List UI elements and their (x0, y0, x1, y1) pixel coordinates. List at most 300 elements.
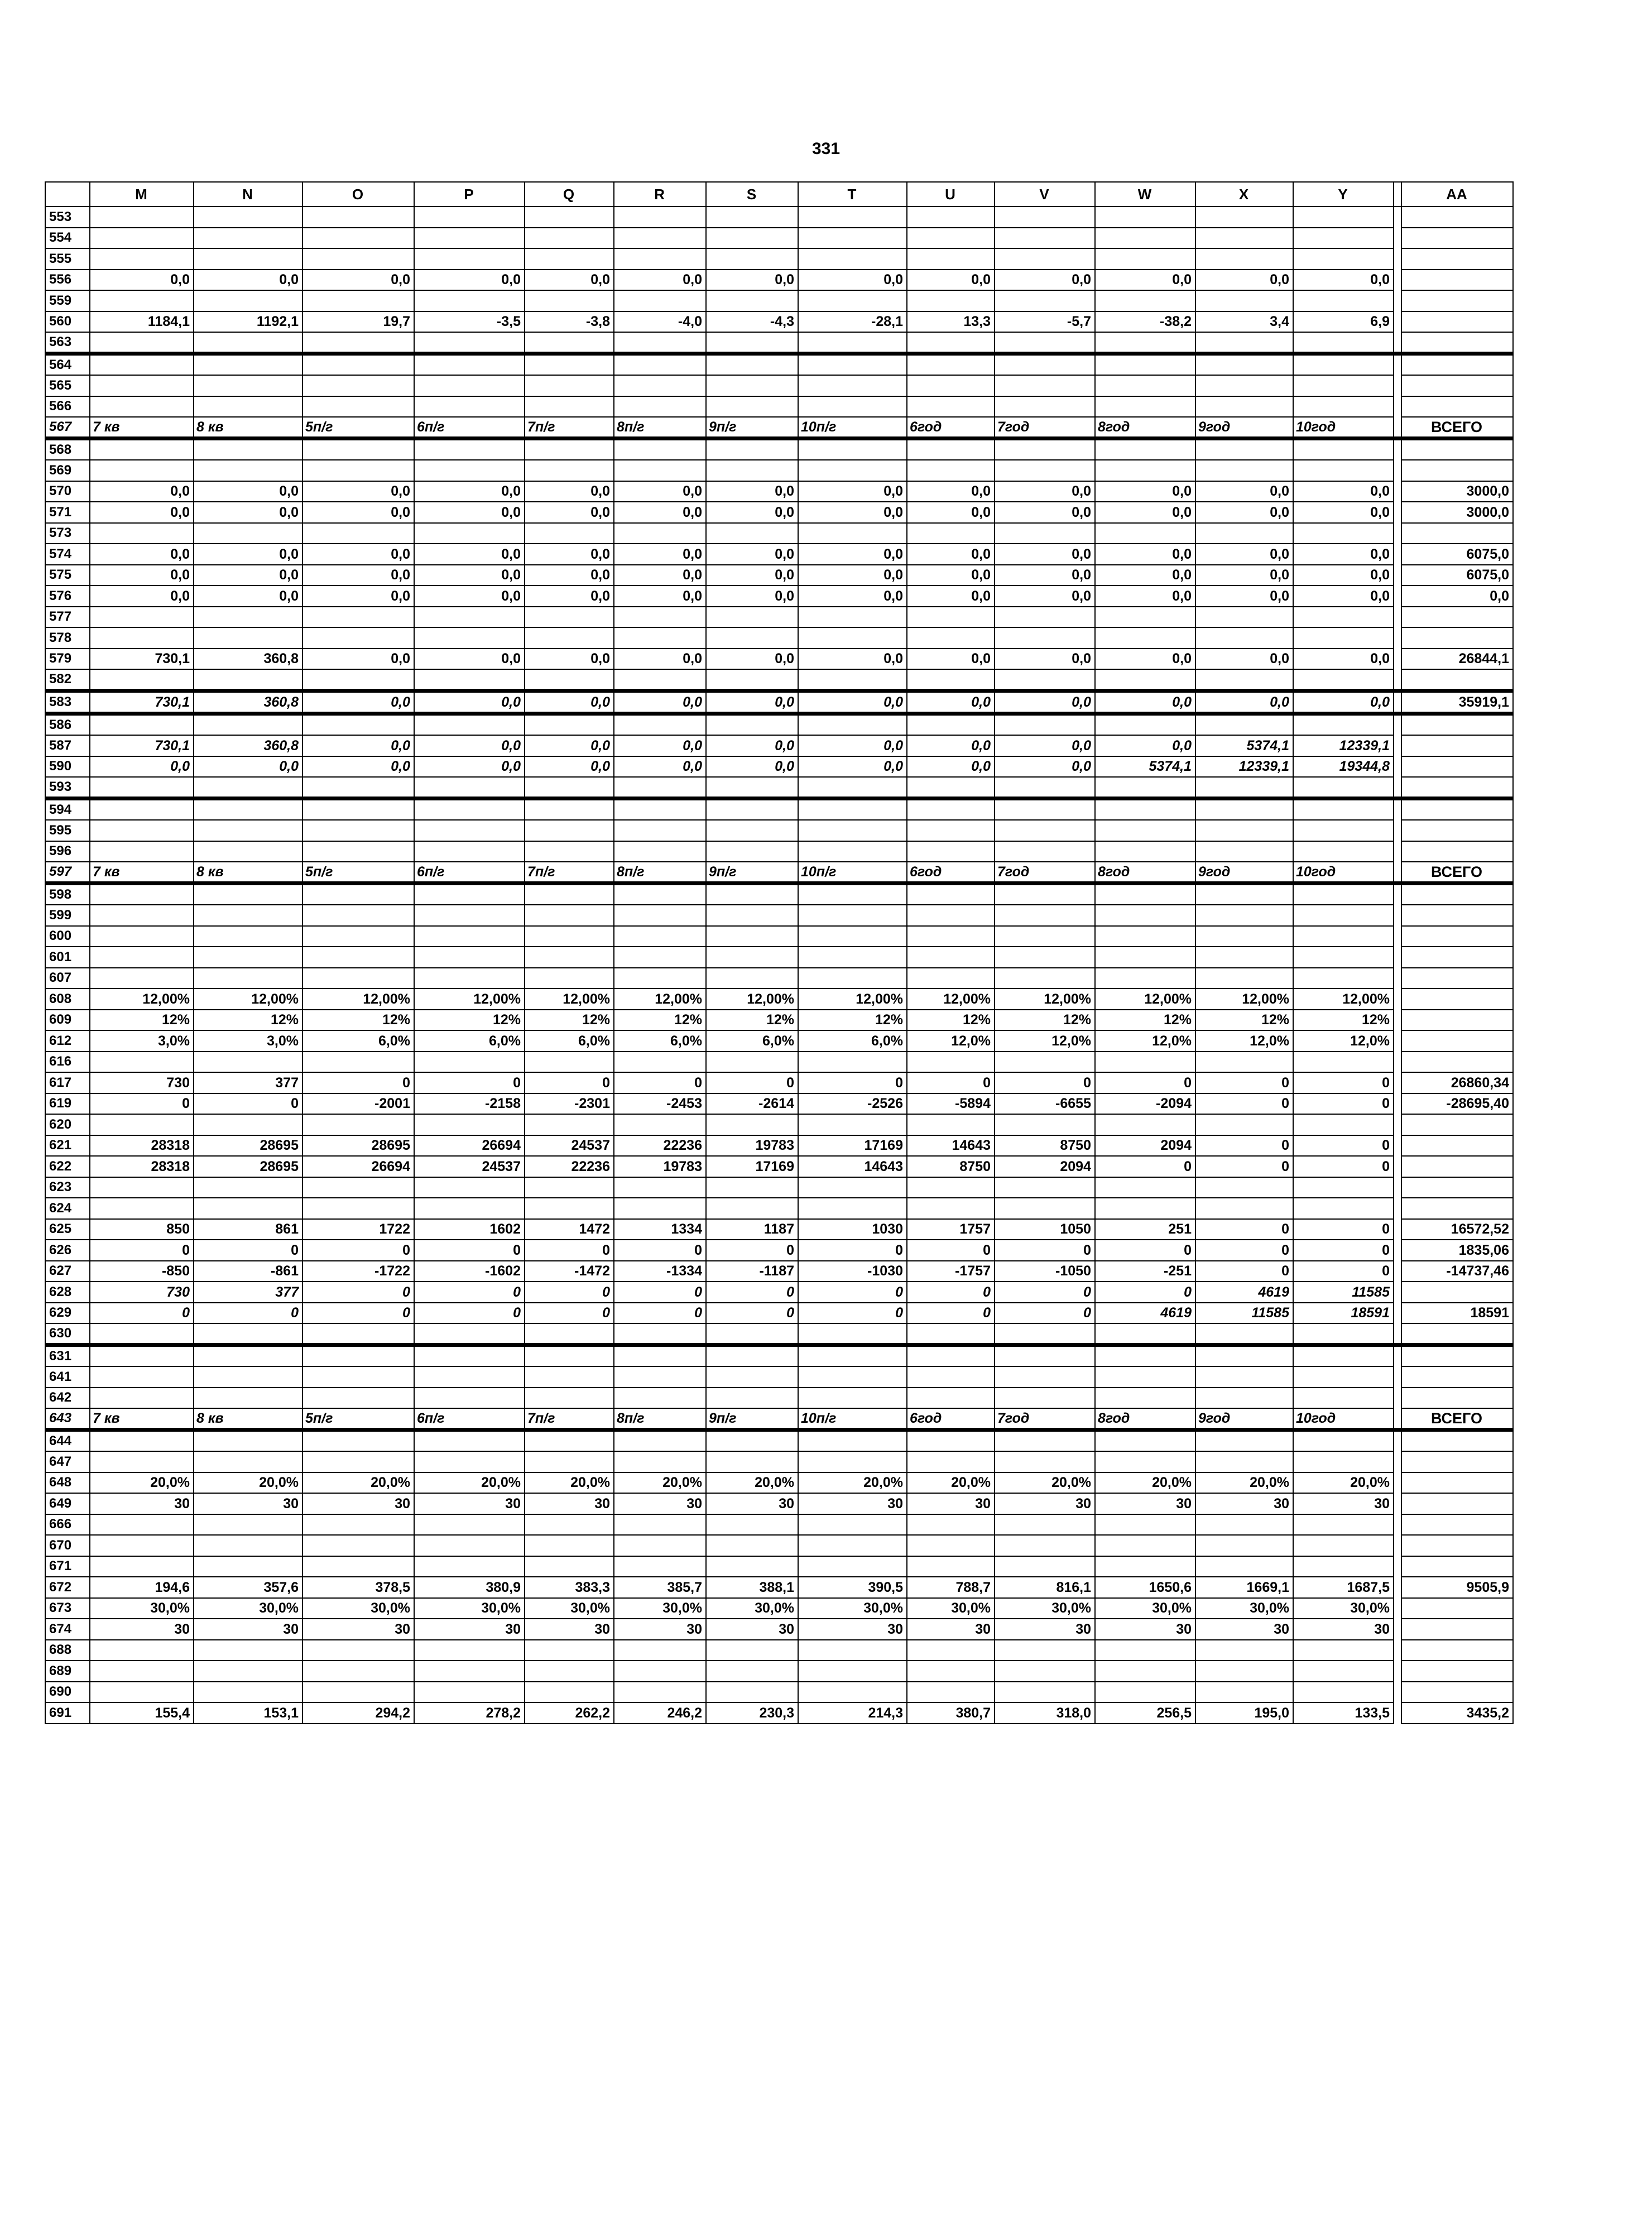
table-cell[interactable]: 0,0 (90, 756, 194, 778)
table-cell[interactable] (414, 1535, 525, 1556)
table-cell[interactable] (194, 1052, 302, 1073)
table-cell[interactable] (706, 947, 798, 968)
table-cell[interactable] (194, 607, 302, 628)
table-cell[interactable]: 0,0 (1293, 691, 1394, 714)
table-cell[interactable]: 12,0% (907, 1030, 995, 1052)
table-cell[interactable] (1293, 1052, 1394, 1073)
table-cell[interactable]: 14643 (907, 1135, 995, 1157)
table-cell[interactable] (614, 1345, 706, 1367)
table-cell[interactable]: 12,00% (798, 989, 907, 1010)
table-cell[interactable]: 20,0% (995, 1472, 1095, 1494)
table-cell[interactable]: 0,0 (614, 270, 706, 291)
table-cell[interactable]: 0,0 (706, 691, 798, 714)
table-cell[interactable] (1095, 1114, 1195, 1135)
total-cell[interactable] (1401, 1345, 1513, 1367)
table-cell[interactable] (1095, 1556, 1195, 1577)
table-cell[interactable] (1293, 396, 1394, 418)
table-cell[interactable]: 0,0 (1095, 270, 1195, 291)
table-cell[interactable] (907, 354, 995, 376)
table-cell[interactable] (194, 523, 302, 544)
table-cell[interactable] (525, 1451, 614, 1472)
table-cell[interactable] (525, 248, 614, 270)
row-number[interactable]: 578 (45, 627, 90, 649)
table-cell[interactable] (414, 799, 525, 821)
column-header[interactable]: W (1095, 182, 1195, 207)
table-cell[interactable]: 0,0 (302, 544, 414, 565)
table-cell[interactable] (90, 968, 194, 989)
table-cell[interactable] (90, 926, 194, 947)
table-cell[interactable]: 0 (1195, 1261, 1293, 1282)
table-cell[interactable] (798, 714, 907, 736)
table-cell[interactable]: 17169 (798, 1135, 907, 1157)
table-cell[interactable] (1293, 332, 1394, 354)
table-cell[interactable]: 0,0 (907, 565, 995, 586)
table-cell[interactable]: 0,0 (995, 691, 1095, 714)
table-cell[interactable]: 17169 (706, 1156, 798, 1177)
row-number[interactable]: 620 (45, 1114, 90, 1135)
table-cell[interactable] (1293, 1682, 1394, 1703)
table-cell[interactable] (798, 1640, 907, 1661)
table-cell[interactable]: 28695 (194, 1156, 302, 1177)
table-cell[interactable] (194, 1345, 302, 1367)
table-cell[interactable] (614, 669, 706, 691)
table-cell[interactable]: 5п/г (302, 417, 414, 439)
total-cell[interactable] (1401, 1430, 1513, 1452)
table-cell[interactable] (414, 396, 525, 418)
row-number[interactable]: 625 (45, 1219, 90, 1240)
table-cell[interactable]: 153,1 (194, 1702, 302, 1724)
table-cell[interactable]: 0,0 (706, 565, 798, 586)
table-cell[interactable] (706, 1323, 798, 1345)
table-cell[interactable]: 256,5 (1095, 1702, 1195, 1724)
table-cell[interactable]: 30 (194, 1619, 302, 1640)
table-cell[interactable]: 12% (525, 1010, 614, 1031)
row-number[interactable]: 688 (45, 1640, 90, 1661)
table-cell[interactable] (706, 1556, 798, 1577)
table-cell[interactable] (194, 290, 302, 311)
table-cell[interactable]: -2526 (798, 1093, 907, 1115)
table-cell[interactable] (907, 439, 995, 460)
table-cell[interactable]: 8п/г (614, 417, 706, 439)
table-cell[interactable] (194, 439, 302, 460)
total-cell[interactable] (1401, 756, 1513, 778)
table-cell[interactable] (907, 460, 995, 481)
total-cell[interactable]: 9505,9 (1401, 1577, 1513, 1598)
row-number[interactable]: 596 (45, 841, 90, 862)
total-cell[interactable] (1401, 1323, 1513, 1345)
column-header[interactable]: N (194, 182, 302, 207)
table-cell[interactable] (706, 820, 798, 841)
table-cell[interactable]: -1187 (706, 1261, 798, 1282)
table-cell[interactable]: 8год (1095, 862, 1195, 884)
table-cell[interactable]: 0,0 (414, 544, 525, 565)
table-cell[interactable]: 0 (907, 1282, 995, 1303)
table-cell[interactable] (1095, 1535, 1195, 1556)
table-cell[interactable] (907, 1430, 995, 1452)
table-cell[interactable]: 194,6 (90, 1577, 194, 1598)
table-cell[interactable]: 0 (798, 1282, 907, 1303)
table-cell[interactable] (1095, 1682, 1195, 1703)
column-header[interactable]: R (614, 182, 706, 207)
table-cell[interactable]: 6,0% (706, 1030, 798, 1052)
table-cell[interactable] (706, 905, 798, 926)
table-cell[interactable] (525, 1661, 614, 1682)
table-cell[interactable]: 0,0 (1293, 649, 1394, 670)
table-cell[interactable] (302, 627, 414, 649)
table-cell[interactable] (302, 607, 414, 628)
table-cell[interactable]: 294,2 (302, 1702, 414, 1724)
table-cell[interactable] (525, 1430, 614, 1452)
table-cell[interactable] (1195, 1514, 1293, 1536)
table-cell[interactable]: 10п/г (798, 862, 907, 884)
table-cell[interactable] (1293, 1323, 1394, 1345)
table-cell[interactable] (302, 905, 414, 926)
table-cell[interactable] (614, 820, 706, 841)
table-cell[interactable]: 11585 (1293, 1282, 1394, 1303)
table-cell[interactable]: 30 (414, 1493, 525, 1514)
table-cell[interactable]: 0 (907, 1303, 995, 1324)
table-cell[interactable]: 0,0 (706, 756, 798, 778)
table-cell[interactable] (907, 926, 995, 947)
table-cell[interactable] (90, 460, 194, 481)
table-cell[interactable] (1293, 439, 1394, 460)
table-cell[interactable] (90, 1198, 194, 1219)
table-cell[interactable] (90, 1535, 194, 1556)
table-cell[interactable]: 0,0 (525, 565, 614, 586)
total-cell[interactable] (1401, 270, 1513, 291)
table-cell[interactable] (525, 1640, 614, 1661)
table-cell[interactable]: 5374,1 (1095, 756, 1195, 778)
table-cell[interactable]: 0 (1293, 1135, 1394, 1157)
table-cell[interactable]: 24537 (414, 1156, 525, 1177)
total-cell[interactable] (1401, 1282, 1513, 1303)
table-cell[interactable]: -861 (194, 1261, 302, 1282)
table-cell[interactable]: 0,0 (1095, 481, 1195, 502)
table-cell[interactable] (1195, 1556, 1293, 1577)
table-cell[interactable]: 6,0% (302, 1030, 414, 1052)
row-number[interactable]: 555 (45, 248, 90, 270)
total-cell[interactable]: 35919,1 (1401, 691, 1513, 714)
table-cell[interactable]: 19344,8 (1293, 756, 1394, 778)
table-cell[interactable] (302, 1514, 414, 1536)
table-cell[interactable]: 12% (414, 1010, 525, 1031)
table-cell[interactable] (995, 439, 1095, 460)
table-cell[interactable] (1195, 1198, 1293, 1219)
table-cell[interactable] (1095, 1514, 1195, 1536)
table-cell[interactable]: 0,0 (798, 481, 907, 502)
table-cell[interactable]: 0,0 (995, 756, 1095, 778)
row-number[interactable]: 608 (45, 989, 90, 1010)
table-cell[interactable] (1095, 1451, 1195, 1472)
table-cell[interactable]: 0 (414, 1072, 525, 1093)
table-cell[interactable]: 0 (706, 1240, 798, 1261)
table-cell[interactable]: 0,0 (798, 270, 907, 291)
table-cell[interactable]: 30 (90, 1493, 194, 1514)
table-cell[interactable]: 0,0 (194, 565, 302, 586)
table-cell[interactable] (1195, 439, 1293, 460)
table-cell[interactable]: 262,2 (525, 1702, 614, 1724)
total-cell[interactable]: 16572,52 (1401, 1219, 1513, 1240)
table-cell[interactable] (798, 1661, 907, 1682)
table-cell[interactable] (1293, 714, 1394, 736)
table-cell[interactable] (302, 290, 414, 311)
table-cell[interactable] (194, 207, 302, 228)
table-cell[interactable] (414, 439, 525, 460)
table-cell[interactable]: 12339,1 (1293, 735, 1394, 756)
table-cell[interactable] (614, 1640, 706, 1661)
table-cell[interactable]: 12,00% (1293, 989, 1394, 1010)
table-cell[interactable]: 0 (995, 1303, 1095, 1324)
table-cell[interactable]: 6год (907, 417, 995, 439)
table-cell[interactable]: 0,0 (1293, 502, 1394, 523)
table-cell[interactable] (798, 607, 907, 628)
table-cell[interactable]: 19,7 (302, 311, 414, 333)
table-cell[interactable] (995, 1661, 1095, 1682)
table-cell[interactable] (706, 396, 798, 418)
table-cell[interactable]: 30 (90, 1619, 194, 1640)
column-header[interactable] (1394, 182, 1401, 207)
table-cell[interactable] (1293, 1114, 1394, 1135)
table-cell[interactable] (995, 926, 1095, 947)
table-cell[interactable] (414, 1323, 525, 1345)
row-number[interactable]: 595 (45, 820, 90, 841)
table-cell[interactable] (614, 1388, 706, 1409)
total-cell[interactable] (1401, 332, 1513, 354)
table-cell[interactable] (414, 1177, 525, 1198)
table-cell[interactable] (525, 1198, 614, 1219)
table-cell[interactable] (907, 777, 995, 799)
table-cell[interactable] (1095, 1640, 1195, 1661)
table-cell[interactable] (194, 1451, 302, 1472)
table-cell[interactable]: 7 кв (90, 862, 194, 884)
table-cell[interactable]: 0,0 (706, 270, 798, 291)
total-cell[interactable] (1401, 1472, 1513, 1494)
table-cell[interactable]: 6,0% (414, 1030, 525, 1052)
table-cell[interactable] (1293, 968, 1394, 989)
table-cell[interactable] (614, 1451, 706, 1472)
table-cell[interactable]: 20,0% (706, 1472, 798, 1494)
table-cell[interactable]: 6,0% (525, 1030, 614, 1052)
table-cell[interactable]: 133,5 (1293, 1702, 1394, 1724)
table-cell[interactable]: 30 (706, 1619, 798, 1640)
total-cell[interactable] (1401, 248, 1513, 270)
table-cell[interactable]: -2158 (414, 1093, 525, 1115)
table-cell[interactable] (194, 1661, 302, 1682)
table-cell[interactable] (194, 1388, 302, 1409)
row-number[interactable]: 671 (45, 1556, 90, 1577)
table-cell[interactable] (614, 460, 706, 481)
table-cell[interactable] (1095, 1366, 1195, 1388)
table-cell[interactable] (614, 777, 706, 799)
table-cell[interactable] (907, 523, 995, 544)
table-cell[interactable] (414, 905, 525, 926)
table-cell[interactable]: 6п/г (414, 862, 525, 884)
table-cell[interactable] (706, 290, 798, 311)
table-cell[interactable]: 0,0 (614, 565, 706, 586)
table-cell[interactable] (194, 1682, 302, 1703)
row-number[interactable]: 648 (45, 1472, 90, 1494)
table-cell[interactable]: -1602 (414, 1261, 525, 1282)
table-cell[interactable] (798, 1052, 907, 1073)
table-cell[interactable] (1195, 669, 1293, 691)
table-cell[interactable] (1293, 1430, 1394, 1452)
table-cell[interactable] (995, 523, 1095, 544)
table-cell[interactable] (798, 248, 907, 270)
table-cell[interactable] (194, 627, 302, 649)
table-cell[interactable] (995, 396, 1095, 418)
table-cell[interactable] (706, 354, 798, 376)
total-cell[interactable] (1401, 1682, 1513, 1703)
table-cell[interactable]: 0,0 (706, 481, 798, 502)
table-cell[interactable]: 0,0 (614, 649, 706, 670)
row-number[interactable]: 571 (45, 502, 90, 523)
table-cell[interactable]: 7п/г (525, 417, 614, 439)
table-cell[interactable] (414, 375, 525, 396)
table-cell[interactable] (525, 460, 614, 481)
row-number[interactable]: 599 (45, 905, 90, 926)
table-cell[interactable]: 20,0% (1293, 1472, 1394, 1494)
table-cell[interactable]: 28318 (90, 1156, 194, 1177)
table-cell[interactable] (614, 1682, 706, 1703)
table-cell[interactable] (302, 841, 414, 862)
table-cell[interactable]: 0 (798, 1303, 907, 1324)
table-cell[interactable] (90, 947, 194, 968)
table-cell[interactable] (1293, 1177, 1394, 1198)
table-cell[interactable]: 0,0 (1195, 502, 1293, 523)
table-cell[interactable] (1293, 1640, 1394, 1661)
total-cell[interactable] (1401, 311, 1513, 333)
table-cell[interactable]: 8750 (907, 1156, 995, 1177)
table-cell[interactable] (1095, 248, 1195, 270)
table-cell[interactable]: 30 (614, 1619, 706, 1640)
table-cell[interactable]: 2094 (1095, 1135, 1195, 1157)
table-cell[interactable] (194, 248, 302, 270)
table-cell[interactable]: 6п/г (414, 417, 525, 439)
total-cell[interactable] (1401, 1135, 1513, 1157)
table-cell[interactable]: 30 (907, 1619, 995, 1640)
table-cell[interactable] (1095, 207, 1195, 228)
table-cell[interactable]: 12% (907, 1010, 995, 1031)
table-cell[interactable] (525, 439, 614, 460)
table-cell[interactable] (414, 1198, 525, 1219)
table-cell[interactable]: 377 (194, 1282, 302, 1303)
table-cell[interactable]: -1050 (995, 1261, 1095, 1282)
row-number[interactable]: 600 (45, 926, 90, 947)
table-cell[interactable]: 730,1 (90, 735, 194, 756)
table-cell[interactable]: 30,0% (798, 1598, 907, 1619)
table-cell[interactable] (907, 884, 995, 905)
table-cell[interactable] (995, 354, 1095, 376)
table-cell[interactable] (194, 332, 302, 354)
table-cell[interactable] (907, 820, 995, 841)
table-cell[interactable]: 12,00% (706, 989, 798, 1010)
table-cell[interactable] (614, 1177, 706, 1198)
row-number[interactable]: 598 (45, 884, 90, 905)
table-cell[interactable] (90, 375, 194, 396)
row-number[interactable]: 576 (45, 586, 90, 607)
table-cell[interactable] (614, 714, 706, 736)
table-cell[interactable] (907, 1366, 995, 1388)
table-cell[interactable] (414, 841, 525, 862)
table-cell[interactable]: 1602 (414, 1219, 525, 1240)
total-cell[interactable] (1401, 1198, 1513, 1219)
table-cell[interactable] (525, 375, 614, 396)
table-cell[interactable] (90, 820, 194, 841)
table-cell[interactable] (995, 1198, 1095, 1219)
table-cell[interactable]: 0 (414, 1303, 525, 1324)
table-cell[interactable]: 30 (907, 1493, 995, 1514)
table-cell[interactable]: 360,8 (194, 691, 302, 714)
total-cell[interactable]: 18591 (1401, 1303, 1513, 1324)
table-cell[interactable] (302, 1682, 414, 1703)
table-cell[interactable]: 22236 (614, 1135, 706, 1157)
table-cell[interactable] (995, 1682, 1095, 1703)
table-cell[interactable]: 30,0% (525, 1598, 614, 1619)
table-cell[interactable]: 0,0 (302, 735, 414, 756)
table-cell[interactable] (706, 1198, 798, 1219)
table-cell[interactable] (995, 669, 1095, 691)
table-cell[interactable]: 0,0 (1195, 544, 1293, 565)
table-cell[interactable]: 0,0 (302, 756, 414, 778)
table-cell[interactable] (525, 1323, 614, 1345)
table-cell[interactable] (414, 332, 525, 354)
table-cell[interactable] (1293, 799, 1394, 821)
table-cell[interactable]: 4619 (1195, 1282, 1293, 1303)
table-cell[interactable] (1095, 607, 1195, 628)
table-cell[interactable] (1195, 1535, 1293, 1556)
table-cell[interactable]: 0,0 (90, 481, 194, 502)
table-cell[interactable] (1095, 1388, 1195, 1409)
table-cell[interactable] (90, 1682, 194, 1703)
table-cell[interactable]: 0,0 (995, 735, 1095, 756)
table-cell[interactable]: -3,8 (525, 311, 614, 333)
table-cell[interactable] (798, 1388, 907, 1409)
table-cell[interactable] (995, 1114, 1095, 1135)
table-cell[interactable] (798, 1535, 907, 1556)
table-cell[interactable] (798, 926, 907, 947)
table-cell[interactable]: 12% (194, 1010, 302, 1031)
table-cell[interactable] (414, 926, 525, 947)
table-cell[interactable] (525, 841, 614, 862)
table-cell[interactable]: 0,0 (90, 586, 194, 607)
total-cell[interactable] (1401, 1052, 1513, 1073)
row-number[interactable]: 674 (45, 1619, 90, 1640)
table-cell[interactable]: -4,0 (614, 311, 706, 333)
row-number[interactable]: 623 (45, 1177, 90, 1198)
table-cell[interactable]: 9год (1195, 862, 1293, 884)
table-cell[interactable] (1293, 1388, 1394, 1409)
table-cell[interactable]: 12% (706, 1010, 798, 1031)
table-cell[interactable]: 20,0% (414, 1472, 525, 1494)
table-cell[interactable]: -38,2 (1095, 311, 1195, 333)
table-cell[interactable] (614, 1430, 706, 1452)
table-cell[interactable] (194, 1198, 302, 1219)
table-cell[interactable]: 0,0 (995, 270, 1095, 291)
table-cell[interactable] (1195, 1388, 1293, 1409)
table-cell[interactable] (907, 1661, 995, 1682)
table-cell[interactable] (90, 669, 194, 691)
table-cell[interactable] (90, 1323, 194, 1345)
row-number[interactable]: 612 (45, 1030, 90, 1052)
table-cell[interactable] (1195, 820, 1293, 841)
table-cell[interactable]: 26694 (302, 1156, 414, 1177)
table-cell[interactable]: 0,0 (525, 691, 614, 714)
table-cell[interactable] (995, 290, 1095, 311)
table-cell[interactable]: 0,0 (995, 565, 1095, 586)
table-cell[interactable] (194, 669, 302, 691)
total-cell[interactable] (1401, 989, 1513, 1010)
table-cell[interactable]: 0,0 (907, 502, 995, 523)
